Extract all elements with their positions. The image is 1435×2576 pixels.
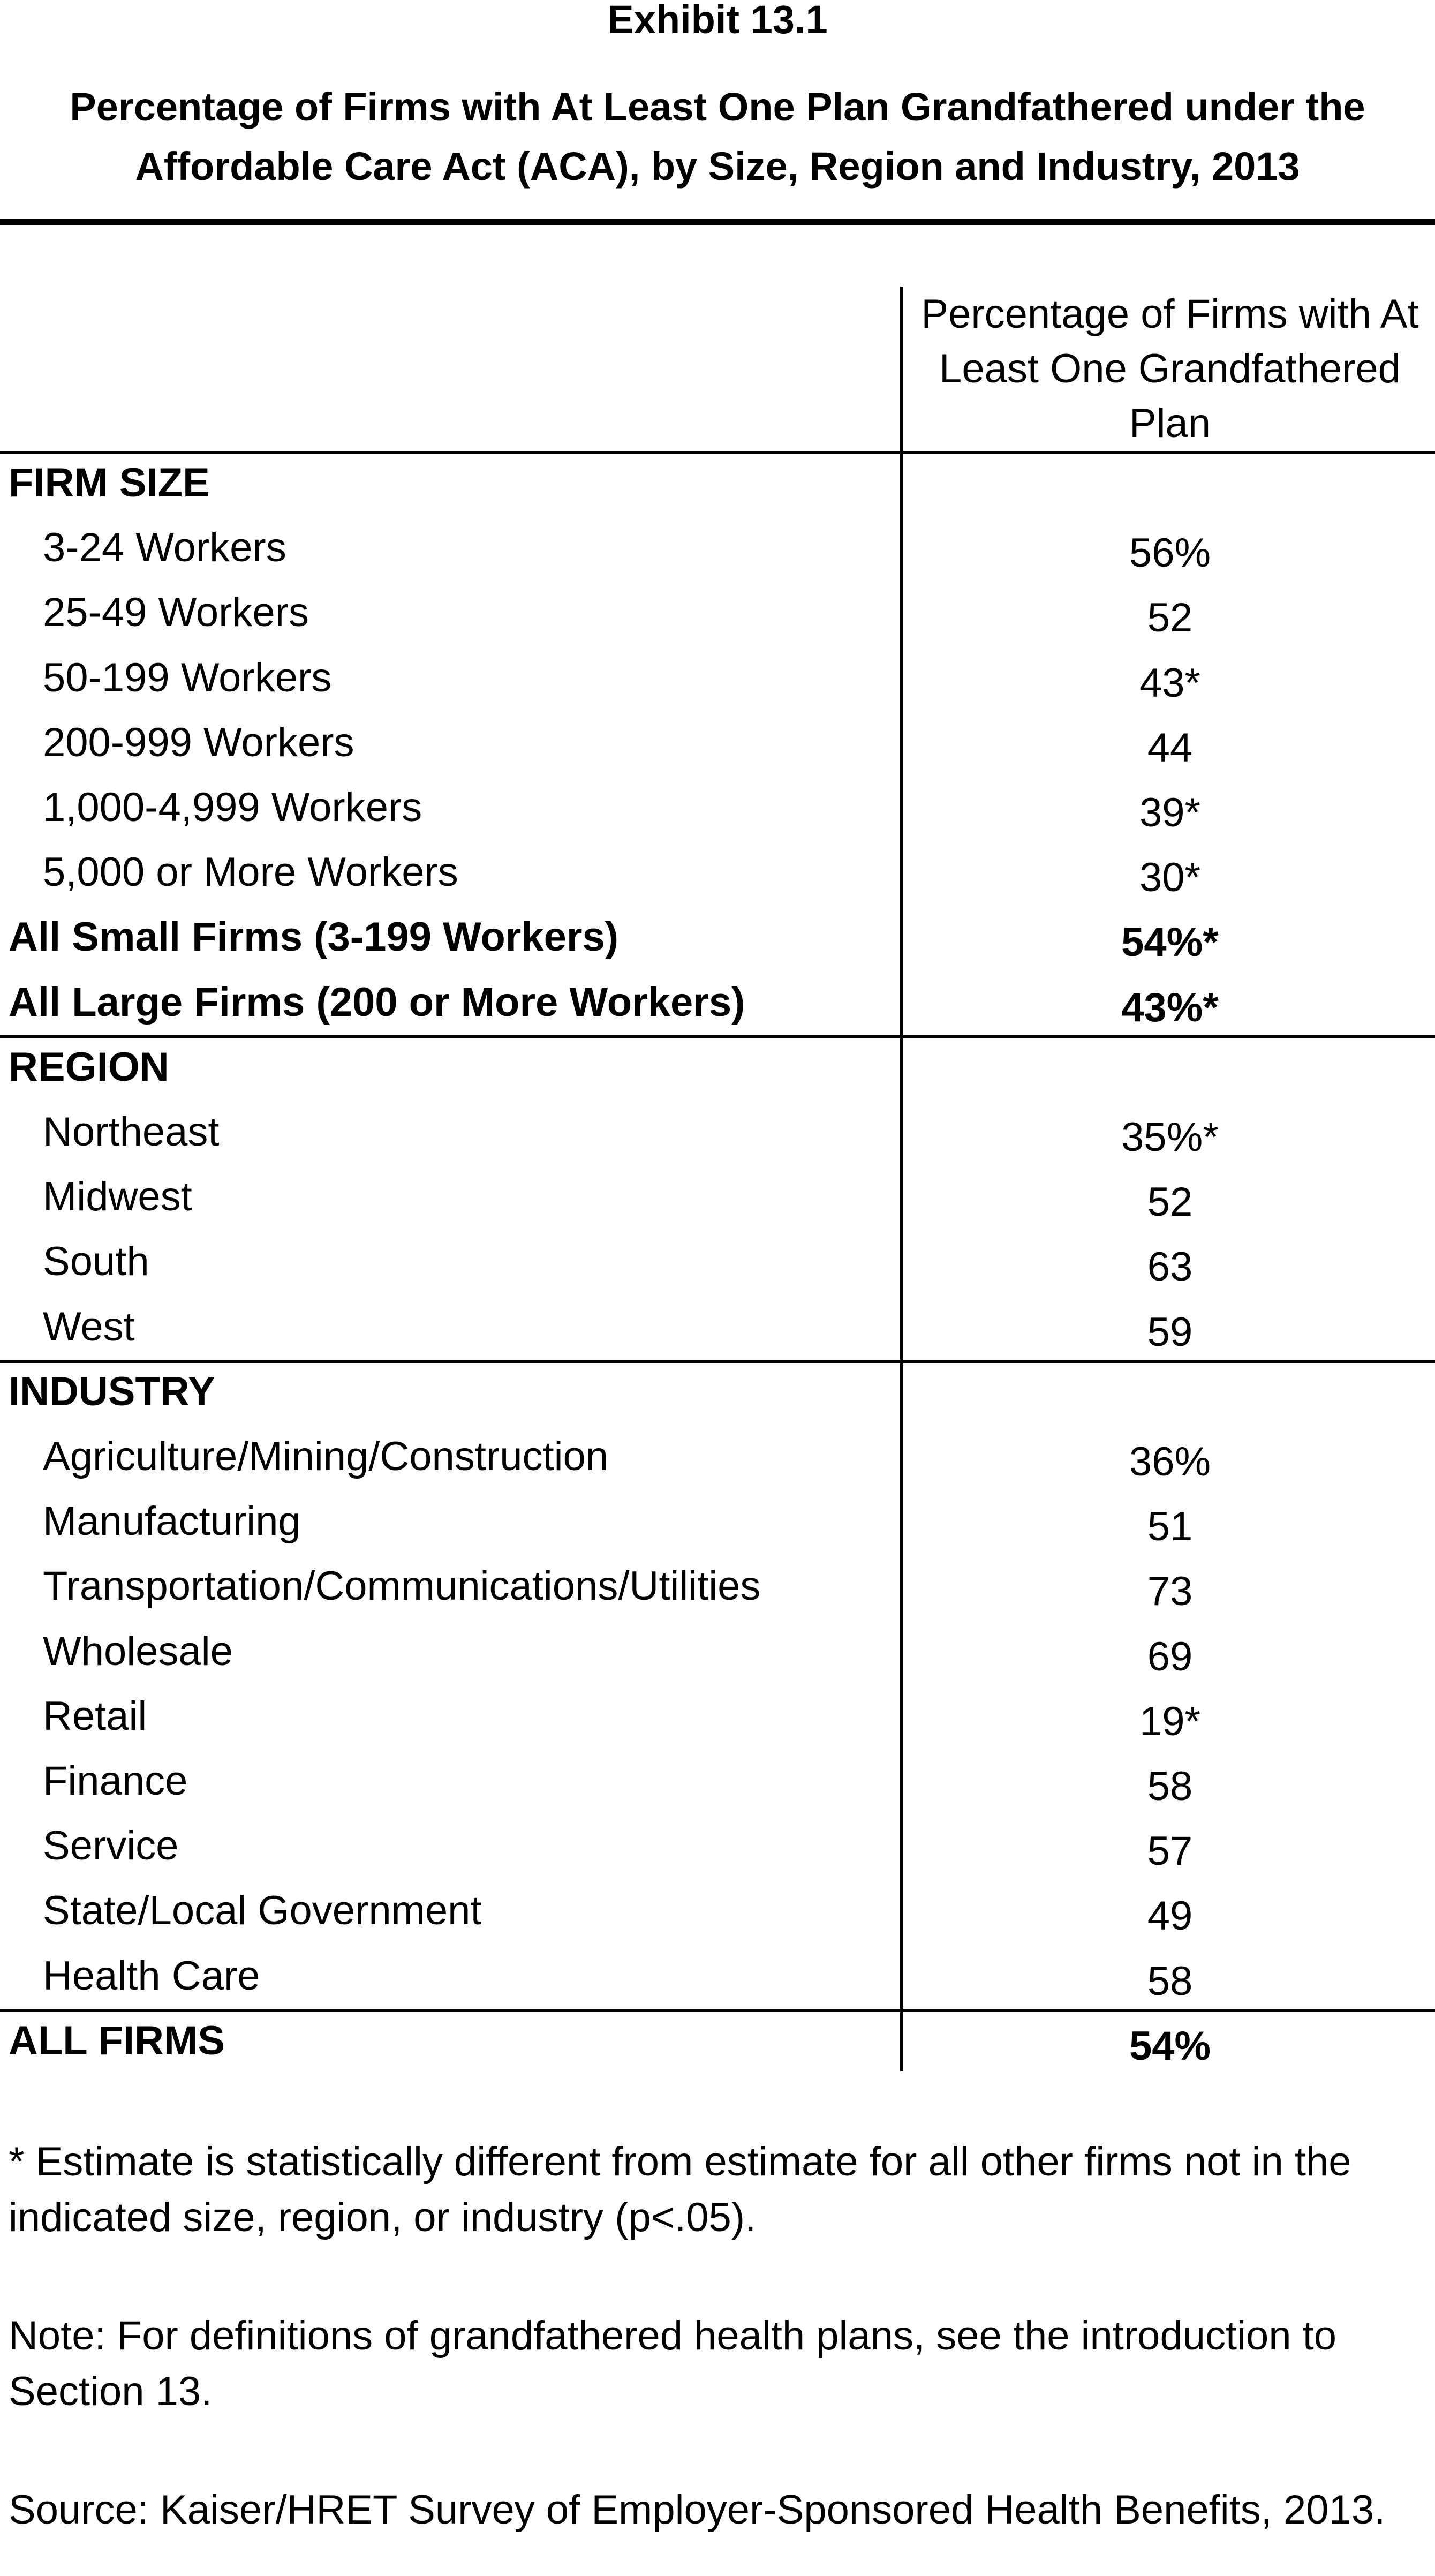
row-label: All Small Firms (3-199 Workers)	[9, 914, 619, 960]
row-value: 63	[1147, 1244, 1193, 1290]
row-label: Wholesale	[43, 1628, 233, 1674]
row-value: 49	[1147, 1893, 1193, 1939]
row-value: 58	[1147, 1958, 1193, 2004]
table-row	[0, 1231, 1435, 1296]
table-row	[0, 1556, 1435, 1621]
column-divider	[900, 287, 903, 2071]
section-row	[0, 453, 1435, 517]
table-row	[0, 1686, 1435, 1751]
row-label: Health Care	[43, 1953, 260, 1999]
row-label: Midwest	[43, 1174, 192, 1220]
row-label: State/Local Government	[43, 1888, 482, 1934]
table-row	[0, 517, 1435, 582]
table-row	[0, 1426, 1435, 1491]
row-value: 58	[1147, 1764, 1193, 1809]
row-label: All Large Firms (200 or More Workers)	[9, 979, 745, 1025]
table-row	[0, 647, 1435, 712]
row-value: 59	[1147, 1309, 1193, 1355]
table-row	[0, 1491, 1435, 1556]
row-value: 39*	[1139, 790, 1201, 835]
row-label: 50-199 Workers	[43, 654, 332, 701]
row-value: 44	[1147, 725, 1193, 771]
row-value: 73	[1147, 1569, 1193, 1615]
exhibit-number: Exhibit 13.1	[607, 0, 828, 42]
section-row	[0, 1361, 1435, 1426]
row-value: 54%*	[1121, 920, 1219, 966]
total-row	[0, 2010, 1435, 2075]
row-value: 54%	[1129, 2023, 1211, 2069]
table-row	[0, 842, 1435, 907]
section-divider	[0, 1035, 1435, 1038]
table-row	[0, 1946, 1435, 2010]
section-divider	[0, 2009, 1435, 2012]
table-row	[0, 1816, 1435, 1880]
row-label: Retail	[43, 1693, 147, 1739]
source-note: Source: Kaiser/HRET Survey of Employer-Sponsored Health Benefits, 2013.	[9, 2487, 1386, 2533]
row-value: 52	[1147, 1179, 1193, 1225]
row-value: 69	[1147, 1633, 1193, 1679]
row-label: Agriculture/Mining/Construction	[43, 1434, 609, 1479]
summary-row	[0, 972, 1435, 1037]
row-label: Service	[43, 1823, 179, 1869]
row-label: 1,000-4,999 Workers	[43, 785, 422, 830]
section-row	[0, 1037, 1435, 1102]
table-row	[0, 1102, 1435, 1166]
table-row	[0, 1297, 1435, 1361]
table-row	[0, 582, 1435, 647]
row-value: 36%	[1129, 1439, 1211, 1485]
row-value: 51	[1147, 1504, 1193, 1550]
row-label: 5,000 or More Workers	[43, 849, 458, 895]
row-label: Manufacturing	[43, 1498, 301, 1545]
summary-row	[0, 907, 1435, 971]
row-value: 43*	[1139, 660, 1201, 706]
row-value: 35%*	[1121, 1114, 1219, 1160]
row-label: ALL FIRMS	[9, 2017, 225, 2063]
table-row	[0, 1751, 1435, 1816]
row-label: Northeast	[43, 1109, 220, 1155]
section-label: REGION	[9, 1044, 169, 1090]
row-label: 200-999 Workers	[43, 719, 354, 765]
section-divider	[0, 1360, 1435, 1363]
row-label: 3-24 Workers	[43, 525, 286, 571]
row-value: 43%*	[1121, 984, 1219, 1030]
section-divider	[0, 451, 1435, 454]
row-label: South	[43, 1239, 149, 1285]
table-row	[0, 1621, 1435, 1686]
row-value: 30*	[1139, 855, 1201, 901]
row-label: 25-49 Workers	[43, 590, 309, 636]
row-value: 52	[1147, 595, 1193, 641]
exhibit-title: Percentage of Firms with At Least One Plan Grandfathered under the Affordable Care Act (ACA), by Size, Region and Industry, 2013	[70, 85, 1365, 189]
table-row	[0, 1880, 1435, 1945]
row-label: West	[43, 1304, 135, 1350]
section-label: FIRM SIZE	[9, 460, 210, 506]
asterisk-note: * Estimate is statistically different from estimate for all other firms not in the indicated size, region, or industry (p<.05).	[9, 2139, 1351, 2240]
definitions-note: Note: For definitions of grandfathered health plans, see the introduction to Section 13.	[9, 2313, 1337, 2414]
row-value: 19*	[1139, 1698, 1201, 1744]
table-row	[0, 712, 1435, 777]
row-value: 57	[1147, 1828, 1193, 1874]
section-label: INDUSTRY	[9, 1368, 215, 1414]
column-header: Percentage of Firms with At Least One Grandfathered Plan	[921, 291, 1419, 446]
row-label: Finance	[43, 1758, 188, 1804]
table-row	[0, 777, 1435, 842]
table-row	[0, 1166, 1435, 1231]
row-label: Transportation/Communications/Utilities	[43, 1563, 761, 1609]
row-value: 56%	[1129, 530, 1211, 576]
